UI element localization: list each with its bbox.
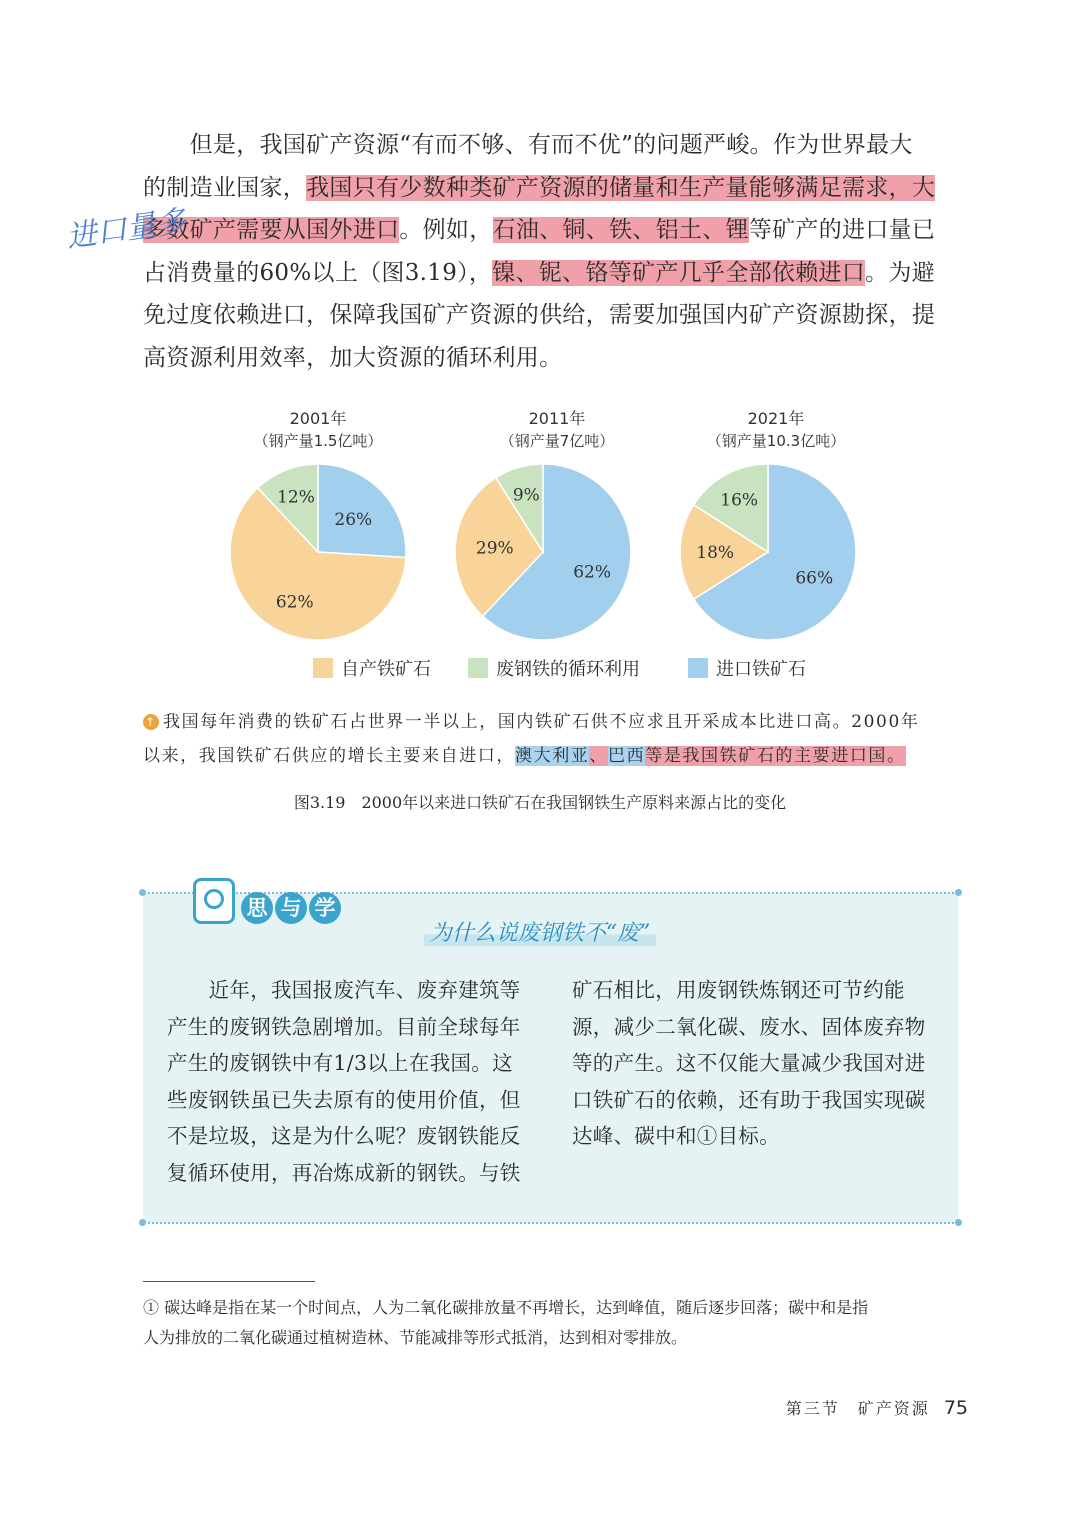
handwritten-annotation: 进口量多 (64, 203, 189, 256)
highlight: 等是我国铁矿石的主要进口国。 (645, 746, 906, 766)
pie-label-imported: 62% (573, 562, 611, 583)
legend-domestic: 自产铁矿石 (313, 655, 431, 681)
legend-imported: 进口铁矿石 (688, 655, 806, 681)
pie-label-domestic: 29% (475, 538, 514, 559)
pie-title-2021: 2021年 （钢产量10.3亿吨） (706, 409, 846, 450)
section-name: 第三节 矿产资源 (785, 1399, 930, 1418)
para-line-4: 占消费量的60%以上（图3.19），镍、铌、铬等矿产几乎全部依赖进口。为避 (143, 259, 935, 286)
highlight: 、 (589, 746, 609, 766)
border-dot (139, 1219, 146, 1226)
box-right-column: 矿石相比，用废钢铁炼钢还可节约能 源，减少二氧化碳、废水、固体废弃物 等的产生。这不仅能大量减少我国对进 口铁矿石的依赖，还有助于我国实现碳 达峰、碳中和①目标。 (572, 978, 926, 1148)
highlight: 镍、铌、铬等矿产几乎全部依赖进口 (492, 259, 866, 286)
page-footer (786, 1396, 968, 1419)
border-dot (139, 889, 146, 896)
border-dot (955, 1219, 962, 1226)
footnote-divider (143, 1281, 315, 1282)
page-number: 75 (943, 1397, 968, 1419)
badge-char: 学 (309, 892, 341, 924)
para-line-1: 但是，我国矿产资源“有而不够、有而不优”的问题严峻。作为世界最大 (189, 132, 913, 158)
highlight-blue: 澳大利亚 (515, 746, 590, 766)
pie-label-imported: 66% (795, 568, 834, 589)
legend-swatch-domestic (313, 658, 333, 678)
pie-label-scrap: 12% (277, 487, 315, 508)
para-line-5: 免过度依赖进口，保障我国矿产资源的供给，需要加强国内矿产资源勘探，提 (143, 302, 936, 328)
note-line-1: ↑ 我国每年消费的铁矿石占世界一半以上，国内铁矿石供不应求且开采成本比进口高。2000年 (143, 705, 973, 739)
badge-char: 与 (275, 892, 307, 924)
pie-label-domestic: 62% (275, 592, 314, 613)
box-left-column: 近年，我国报废汽车、废弃建筑等 产生的废钢铁急剧增加。目前全球每年 产生的废钢铁中有1/3以上在我国。这 些废钢铁虽已失去原有的使用价值，但 不是垃圾，这是为什么呢？废钢铁能反 复循环使用，再冶炼成新的钢铁。与铁 (167, 978, 521, 1185)
pie-label-scrap: 9% (512, 485, 540, 506)
think-learn-badge (193, 860, 341, 924)
highlight: 多数矿产需要从国外进口 (143, 217, 400, 243)
pie-label-scrap: 16% (720, 490, 759, 511)
box-border-bottom (143, 1222, 958, 1224)
para-line-2: 的制造业国家，我国只有少数种类矿产资源的储量和生产量能够满足需求，大 (143, 174, 936, 201)
highlight: 石油、铜、铁、铝土、锂 (492, 217, 749, 243)
note-line-2: 以来，我国铁矿石供应的增长主要来自进口，澳大利亚、巴西等是我国铁矿石的主要进口国。 (143, 746, 906, 766)
figure-title: 图3.19 2000年以来进口铁矿石在我国钢铁生产原料来源占比的变化 (293, 793, 787, 812)
badge-char: 思 (241, 892, 273, 924)
pie-charts (0, 0, 1080, 700)
pie-title-2001: 2001年 （钢产量1.5亿吨） (253, 409, 383, 450)
para-line-6: 高资源利用效率，加大资源的循环利用。 (143, 344, 563, 371)
arrow-up-icon: ↑ (143, 714, 159, 730)
para-line-3: 多数矿产需要从国外进口。例如，石油、铜、铁、铝土、锂等矿产的进口量已 (143, 217, 936, 243)
figure-note (143, 705, 973, 773)
pie-label-imported: 26% (334, 509, 373, 530)
footnote: ① 碳达峰是指在某一个时间点，人为二氧化碳排放量不再增长，达到峰值，随后逐步回落；碳中和是指 人为排放的二氧化碳通过植树造林、节能减排等形式抵消，达到相对零排放。 (143, 1298, 869, 1347)
legend-swatch-scrap (468, 658, 488, 678)
legend-swatch-imported (688, 658, 708, 678)
highlight-blue: 巴西 (608, 746, 646, 766)
legend-scrap: 废钢铁的循环利用 (468, 655, 640, 681)
highlight: 我国只有少数种类矿产资源的储量和生产量能够满足需求，大 (306, 174, 936, 201)
pie-label-domestic: 18% (696, 543, 735, 563)
border-dot (955, 889, 962, 896)
pie-title-2011: 2011年 （钢产量7亿吨） (499, 409, 615, 450)
box-title: 为什么说废钢铁不“废” (0, 916, 1080, 947)
